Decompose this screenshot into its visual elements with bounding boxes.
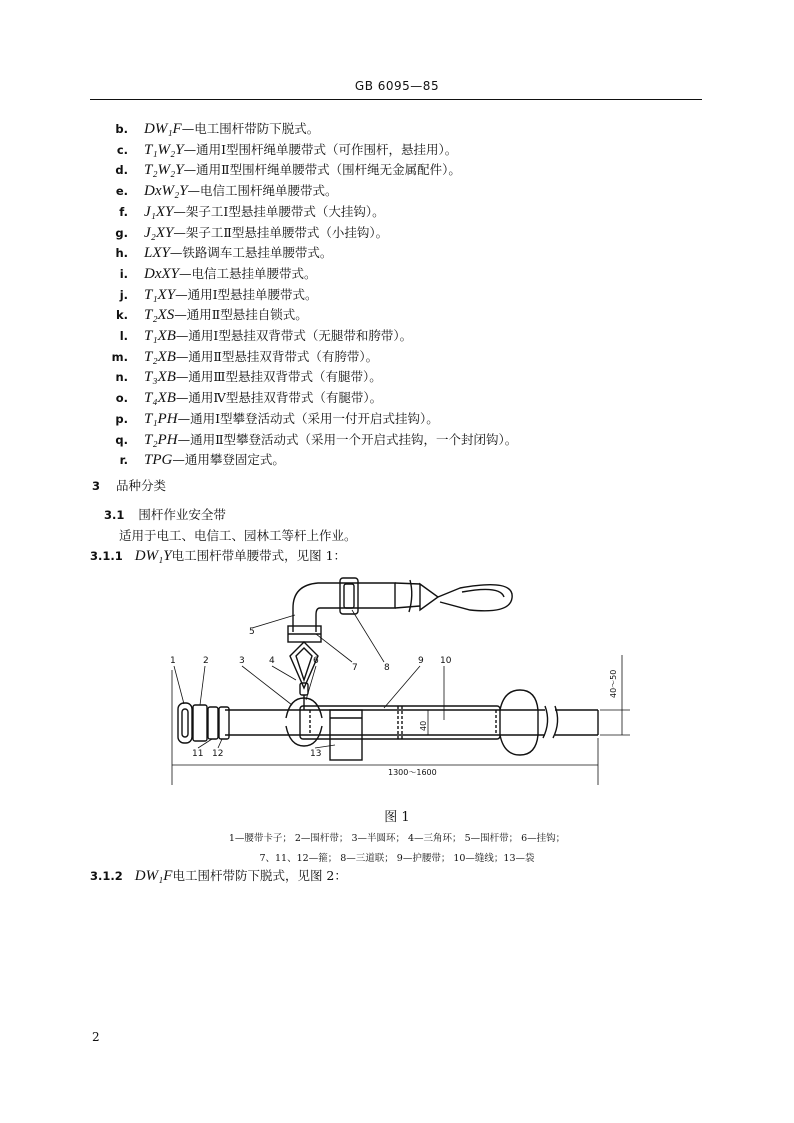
header-rule [90,99,702,100]
section-3-1-1-code: DW₁Y [134,548,172,564]
list-item-text [144,225,388,241]
list-item-code: T₄XB [144,390,176,407]
leader-12 [218,739,222,748]
figure-1-legend-line1: 1—腰带卡子； 2—围杆带； 3—半圆环； 4—三角环； 5—围杆带； 6—挂钩； [228,833,566,844]
list-item-code: T₁XB [144,328,176,344]
section-3-heading [92,476,166,494]
list-item-label: b. [115,122,128,136]
list-item-description: —通用Ⅰ型悬挂单腰带式。 [175,286,318,302]
list-item-text [144,452,285,468]
list-item-text [144,369,382,385]
list-item-code: J₂XY [144,224,174,241]
snap-hook-gate [462,589,504,597]
section-3-1-2-heading [90,866,347,885]
list-item-text [144,162,461,178]
list-item-code: TPG [144,452,173,469]
snap-hook [438,585,512,611]
buckle-8-inner [344,584,354,608]
list-item-label: p. [115,411,128,426]
list-item-code: T₃XB [144,369,176,386]
leader-1 [174,666,184,704]
list-item-code: LXY [144,245,170,262]
list-item-code: T₂XB [144,348,176,365]
dim-height-label: 40～50 [609,669,618,698]
list-item-text [144,432,517,448]
list-item-text [144,266,317,282]
section-3-1-1-number: 3.1.1 [90,549,123,563]
list-item-code: T₁PH [144,410,178,427]
list-item-description: —电信工悬挂单腰带式。 [179,265,317,281]
section-3-1-1-text: 电工围杆带单腰带式，见图 1： [171,548,347,563]
section-3-1-title: 围杆作业安全带 [138,507,226,522]
list-item-description: —通用攀登固定式。 [172,452,285,468]
leader-4 [272,666,296,680]
triangle-ring-upper [420,584,438,610]
list-item-text [144,328,412,344]
fig-label-7: 7 [352,663,358,673]
list-item-code: T₁W₂Y [144,141,184,158]
list-item-code: DW₁F [144,121,182,137]
list-item-description: —通用Ⅱ型悬挂自锁式。 [174,307,308,323]
section-3-1-2-code: DW₁F [134,868,173,884]
list-item-code: J₁XY [144,203,174,220]
section-3-1-body: 适用于电工、电信工、园林工等杆上作业。 [119,528,357,543]
fig-label-9: 9 [418,656,424,666]
section-3-1-2-number: 3.1.2 [90,869,123,883]
list-item-label: o. [115,391,128,406]
list-item-description: —通用Ⅰ型围杆绳单腰带式（可作围杆，悬挂用）。 [183,141,458,157]
band-11 [208,707,218,739]
list-item-description: —电工围杆带防下脱式。 [181,121,320,136]
list-item-label: j. [119,287,128,302]
section-3-1-1-heading [90,546,346,565]
fig-label-2: 2 [203,656,209,666]
list-item-code: DxW₂Y [144,183,188,200]
section-3-1-2-text: 电工围杆带防下脱式，见图 2： [172,868,347,883]
figure-1-title: 图 1 [384,810,410,825]
half-ring-right [500,690,538,755]
list-item-description: —通用Ⅱ型攀登活动式（采用一个开启式挂钩，一个封闭钩）。 [177,431,518,447]
list-item-label: h. [115,246,128,261]
list-item-text [144,121,319,137]
list-item-label: g. [115,225,128,240]
leader-7 [316,634,352,662]
fig-label-8: 8 [384,663,390,673]
list-item-description: —架子工Ⅱ型悬挂单腰带式（小挂钩）。 [173,224,389,240]
list-item-text [144,142,457,158]
strap-end-break [395,580,420,612]
page-header: GB 6095—85 [354,79,440,93]
list-item-description: —通用Ⅰ型攀登活动式（采用一付开启式挂钩）。 [177,410,439,426]
list-item-label: r. [119,453,128,468]
fig-label-11: 11 [192,749,204,759]
list-item-label: c. [116,142,128,157]
section-3-1-number: 3.1 [104,508,125,522]
fig-label-12: 12 [212,749,224,759]
dim-small-label: 40 [419,720,428,731]
fig-label-5: 5 [249,627,255,637]
list-item-text [144,307,308,323]
list-item-text [144,204,385,220]
list-item-code: T₂W₂Y [144,162,184,179]
list-item-description: —架子工Ⅰ型悬挂单腰带式（大挂钩）。 [173,203,385,219]
belt-break [543,706,558,738]
fig-label-13: 13 [310,749,322,759]
list-item-label: q. [115,432,128,447]
fig-label-3: 3 [239,656,245,666]
list-item-label: d. [115,163,128,178]
buckle-1-inner [182,709,188,737]
list-item-code: T₂PH [144,431,178,448]
list-item-code: T₂XS [144,307,175,324]
fig-label-1: 1 [170,656,176,666]
list-item-text [144,287,318,303]
list-item-label: e. [115,184,128,199]
list-item-description: —铁路调车工悬挂单腰带式。 [169,245,333,261]
list-item-description: —通用Ⅱ型悬挂双背带式（有胯带）。 [175,348,379,364]
leader-8 [352,610,384,662]
leader-2 [200,666,205,705]
figure-1-drawing [0,570,794,800]
fig-label-4: 4 [269,656,275,666]
list-item-text [144,390,382,406]
fig-label-10: 10 [440,656,452,666]
section-3-1-heading [104,505,226,523]
dim-width-label: 1300～1600 [388,768,437,777]
list-item-label: l. [119,329,128,343]
half-ring-3-bottom [286,726,322,746]
section-3-title: 品种分类 [116,478,167,493]
list-item-description: —通用Ⅲ型悬挂双背带式（有腿带）。 [175,369,382,385]
band-2 [193,705,207,741]
list-item-description: —通用Ⅱ型围杆绳单腰带式（围杆绳无金属配件）。 [183,162,461,178]
list-item-text [144,411,439,427]
list-item-text [144,349,378,365]
list-item-code: DxXY [144,265,179,282]
list-item-label: k. [115,308,128,323]
list-item-description: —通用Ⅰ型悬挂双背带式（无腿带和胯带）。 [175,328,413,343]
list-item-description: —通用Ⅳ型悬挂双背带式（有腿带）。 [175,390,383,406]
list-item-label: n. [115,370,128,385]
list-item-label: f. [119,204,128,219]
band-12 [219,707,229,739]
leader-3 [242,666,292,705]
leader-13 [315,745,335,748]
list-item-text [144,245,332,261]
fig-label-6: 6 [313,656,319,666]
section-3-number: 3 [92,479,101,493]
figure-1-legend-line2: 7、11、12—箍； 8—三道联； 9—护腰带； 10—缝线；13—袋 [259,853,535,864]
list-item-code: T₁XY [144,286,176,303]
list-item-description: —电信工围杆绳单腰带式。 [187,183,338,199]
page-number: 2 [92,1030,100,1044]
list-item-label: m. [111,349,128,364]
list-item-text [144,183,338,199]
list-item-label: i. [119,266,128,281]
